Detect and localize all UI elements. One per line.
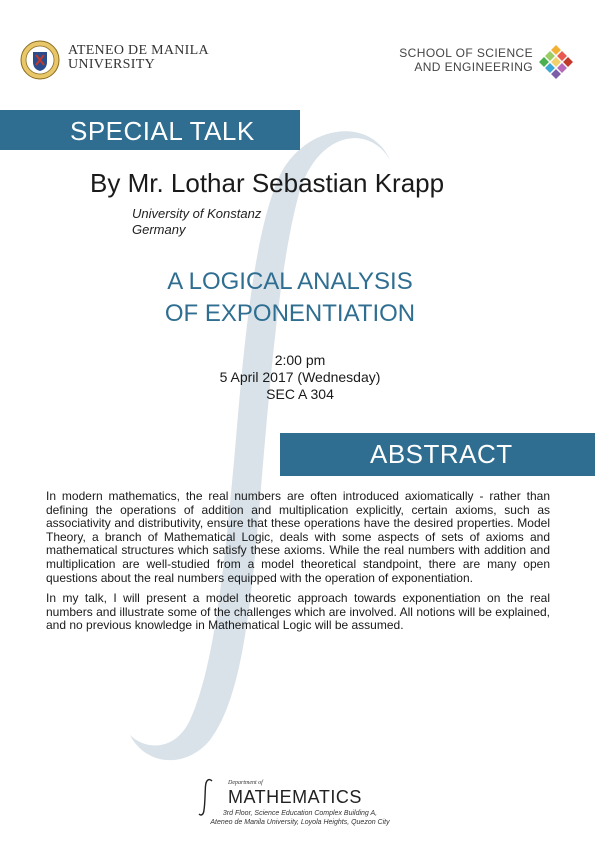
department-address [150,809,450,827]
abstract-paragraph-2: In my talk, I will present a model theoretic approach towards exponentiation on the real numbers and illustrate some of the challenges which are involved. All notions will be explained, and no previous knowledge in Mathematical Logic will be assumed. [46,591,550,633]
department-prefix: Department of [228,780,263,786]
abstract-body [46,490,550,640]
sose-diamond-logo-icon [538,44,574,80]
event-venue: SEC A 304 [266,386,334,402]
abstract-heading: ABSTRACT [370,439,513,469]
abstract-paragraph-1: In modern mathematics, the real numbers are often introduced axiomatically - rather than defining the operations of addition and multiplication explicitly, certain axioms, such as associativity and distributivity, ensure that these operations have the desired properties. Model Theory, a branch of Mathematical Logic, deals with some aspects of sets of axioms and mathematical structures which satisfy these axioms. While the real numbers with addition and multiplication are well-studied from a model theoretical standpoint, there are many open questions about the real numbers equipped with the operation of exponentiation. [46,489,550,585]
school-line1: SCHOOL OF SCIENCE [399,46,533,60]
university-name [68,44,209,72]
address-line1: 3rd Floor, Science Education Complex Building A, [222,810,378,817]
speaker-affiliation [132,206,261,238]
university-line1: ATENEO DE MANILA [68,43,209,58]
department-name: MATHEMATICS [228,787,362,807]
ateneo-seal-icon [20,40,60,80]
talk-title-line1: A LOGICAL ANALYSIS [167,268,413,295]
event-time: 2:00 pm [274,352,326,368]
talk-title-line2: OF EXPONENTIATION [164,300,416,327]
special-talk-heading: SPECIAL TALK [70,116,255,146]
school-line2: AND ENGINEERING [414,60,533,74]
event-details [150,352,450,403]
speaker-name: By Mr. Lothar Sebastian Krapp [90,168,445,198]
event-date: 5 April 2017 (Wednesday) [219,369,381,385]
affiliation-country: Germany [132,222,186,237]
talk-title [120,266,460,330]
affiliation-university: University of Konstanz [132,206,262,221]
school-name [399,46,533,74]
university-line2: UNIVERSITY [68,57,155,72]
address-line2: Ateneo de Manila University, Loyola Heights, Quezon City [210,819,390,826]
